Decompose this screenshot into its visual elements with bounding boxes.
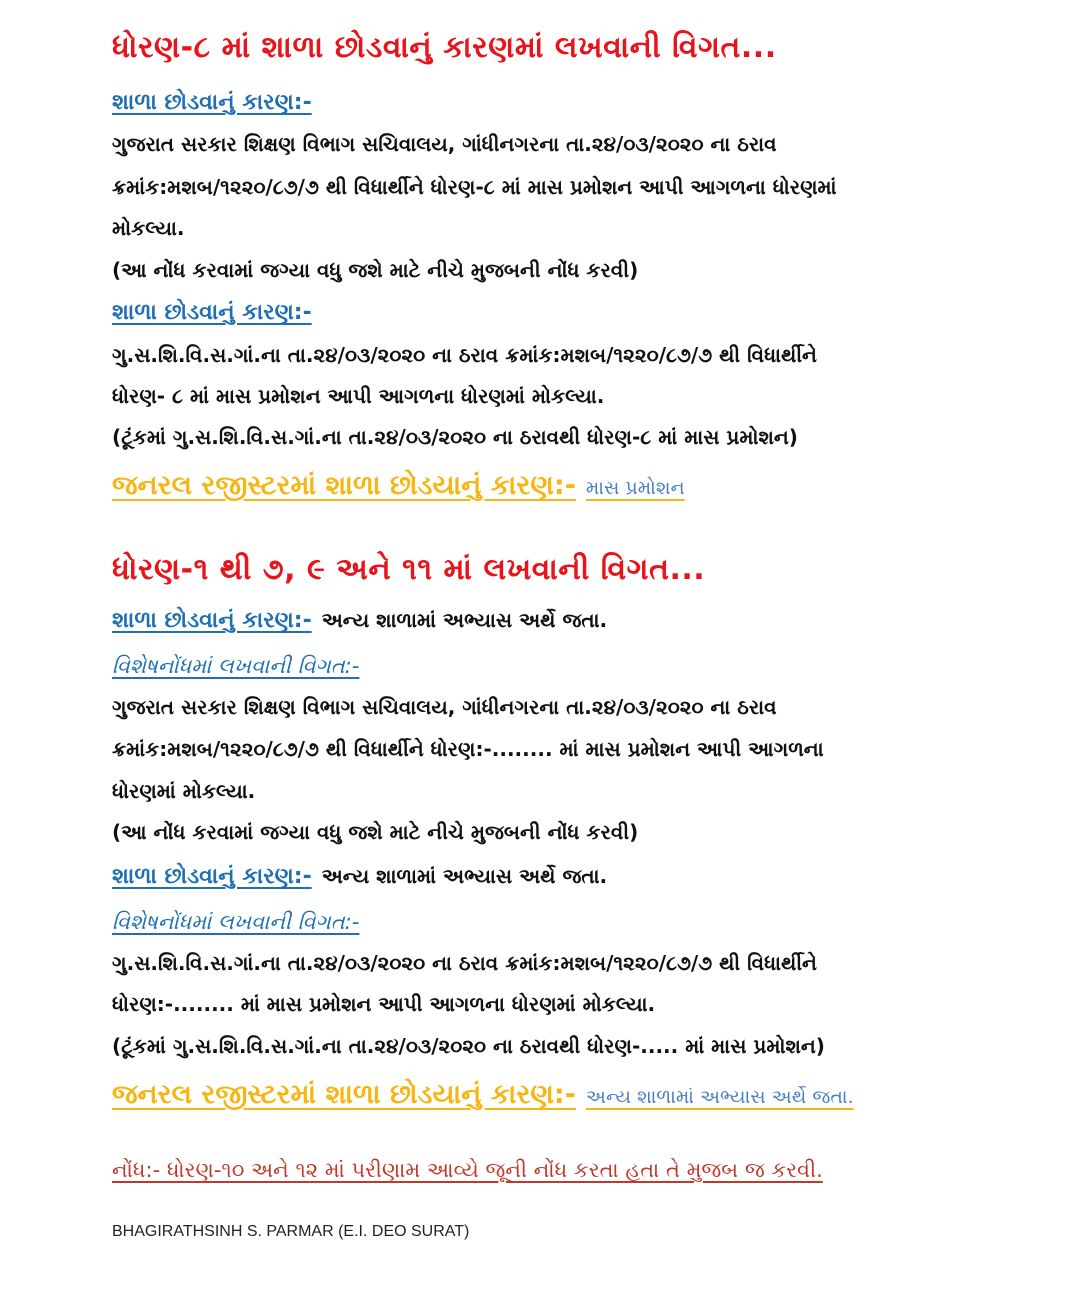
section1-heading: ધોરણ-૮ માં શાળા છોડવાનું કારણમાં લખવાની વિગત... xyxy=(112,30,777,65)
author-footer: BHAGIRATHSINH S. PARMAR (E.I. DEO SURAT) xyxy=(112,1223,470,1240)
section2-reason-value-1: અન્ય શાળામાં અભ્યાસ અર્થે જતા. xyxy=(321,608,608,632)
closing-note: નોંધ:- ધોરણ-૧૦ અને ૧૨ માં પરીણામ આવ્યે જૂની નોંધ કરતા હતા તે મુજબ જ કરવી. xyxy=(112,1158,823,1182)
section2-para1-line: ગુજરાત સરકાર શિક્ષણ વિભાગ સચિવાલય, ગાંધીનગરના તા.૨૪/૦૩/૨૦૨૦ ના ઠરાવ xyxy=(112,695,777,719)
section2-para1-line: ધોરણમાં મોકલ્યા. xyxy=(112,779,256,803)
section1-hint: (આ નોંધ કરવામાં જગ્યા વધુ જશે માટે નીચે મુજબની નોંધ કરવી) xyxy=(112,258,639,282)
section2-para2-line: ધોરણ:-........ માં માસ પ્રમોશન આપી આગળના ધોરણમાં મોકલ્યા. xyxy=(112,992,656,1016)
section1-para1-line: મોકલ્યા. xyxy=(112,216,185,240)
section2-reason-label-1: શાળા છોડવાનું કારણ:- xyxy=(112,608,312,633)
section1-reason-label-1: શાળા છોડવાનું કારણ:- xyxy=(112,90,312,115)
section2-reason-label-2: શાળા છોડવાનું કારણ:- xyxy=(112,864,312,889)
section1-para1-line: ગુજરાત સરકાર શિક્ષણ વિભાગ સચિવાલય, ગાંધીનગરના તા.૨૪/૦૩/૨૦૨૦ ના ઠરાવ xyxy=(112,132,777,156)
section2-heading: ધોરણ-૧ થી ૭, ૯ અને ૧૧ માં લખવાની વિગત... xyxy=(112,552,706,587)
section2-remark-label-2: વિશેષનોંધમાં લખવાની વિગત:- xyxy=(112,910,360,934)
section2-gr-label: જનરલ રજીસ્ટરમાં શાળા છોડયાનું કારણ:- xyxy=(112,1079,576,1110)
section2-para2-line: (ટૂંકમાં ગુ.સ.શિ.વિ.સ.ગાં.ના તા.૨૪/૦૩/૨૦૨૦ ના ઠરાવથી ધોરણ-..... માં માસ પ્રમોશન) xyxy=(112,1034,825,1058)
section1-reason-label-2: શાળા છોડવાનું કારણ:- xyxy=(112,300,312,325)
section2-reason-row-1 xyxy=(112,608,607,633)
section1-para1-line: ક્રમાંક:મશબ/૧૨૨૦/૮૭/૭ થી વિધાર્થીને ધોરણ-૮ માં માસ પ્રમોશન આપી આગળના ધોરણમાં xyxy=(112,175,837,199)
section1-para2-line: ગુ.સ.શિ.વિ.સ.ગાં.ના તા.૨૪/૦૩/૨૦૨૦ ના ઠરાવ ક્રમાંક:મશબ/૧૨૨૦/૮૭/૭ થી વિધાર્થીને xyxy=(112,343,817,367)
section1-gr-label: જનરલ રજીસ્ટરમાં શાળા છોડયાનું કારણ:- xyxy=(112,470,576,501)
section1-gr-value: માસ પ્રમોશન xyxy=(585,477,685,499)
section2-para2-line: ગુ.સ.શિ.વિ.સ.ગાં.ના તા.૨૪/૦૩/૨૦૨૦ ના ઠરાવ ક્રમાંક:મશબ/૧૨૨૦/૮૭/૭ થી વિધાર્થીને xyxy=(112,951,817,975)
section2-hint: (આ નોંધ કરવામાં જગ્યા વધુ જશે માટે નીચે મુજબની નોંધ કરવી) xyxy=(112,820,639,844)
section2-general-register xyxy=(112,1079,854,1111)
section2-reason-row-2 xyxy=(112,864,607,889)
section1-para2-line: (ટૂંકમાં ગુ.સ.શિ.વિ.સ.ગાં.ના તા.૨૪/૦૩/૨૦૨૦ ના ઠરાવથી ધોરણ-૮ માં માસ પ્રમોશન) xyxy=(112,425,798,449)
section2-para1-line: ક્રમાંક:મશબ/૧૨૨૦/૮૭/૭ થી વિધાર્થીને ધોરણ:-........ માં માસ પ્રમોશન આપી આગળના xyxy=(112,737,824,761)
section2-reason-value-2: અન્ય શાળામાં અભ્યાસ અર્થે જતા. xyxy=(321,864,608,888)
section1-para2-line: ધોરણ- ૮ માં માસ પ્રમોશન આપી આગળના ધોરણમાં મોકલ્યા. xyxy=(112,384,605,408)
section1-general-register xyxy=(112,470,685,502)
section2-remark-label-1: વિશેષનોંધમાં લખવાની વિગત:- xyxy=(112,654,360,678)
section2-gr-value: અન્ય શાળામાં અભ્યાસ અર્થે જતા. xyxy=(585,1086,854,1108)
